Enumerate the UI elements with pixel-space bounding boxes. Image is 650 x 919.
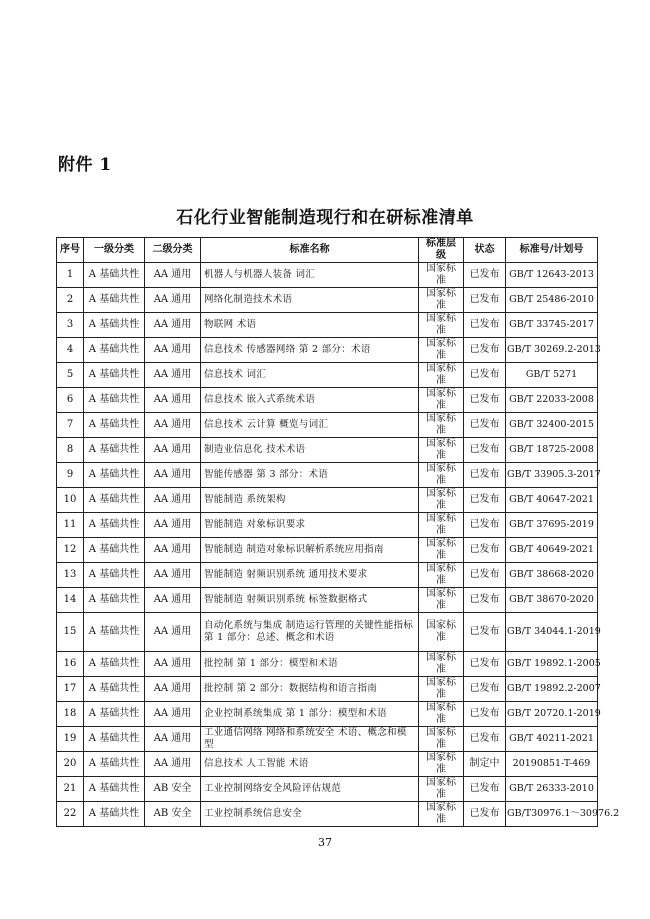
cell-secondary-category: AA 通用	[145, 388, 201, 413]
cell-standard-number: GB/T 38670-2020	[506, 588, 598, 613]
cell-index: 19	[57, 727, 84, 752]
cell-standard-level: 国家标准	[419, 652, 464, 677]
cell-primary-category: A 基础共性	[84, 613, 145, 652]
cell-standard-number: GB/T 40211-2021	[506, 727, 598, 752]
cell-secondary-category: AA 通用	[145, 438, 201, 463]
cell-standard-number: GB/T 40649-2021	[506, 538, 598, 563]
cell-secondary-category: AA 通用	[145, 613, 201, 652]
table-row	[57, 463, 598, 488]
cell-index: 15	[57, 613, 84, 652]
cell-status: 已发布	[464, 263, 506, 288]
table-row	[57, 563, 598, 588]
table-row	[57, 513, 598, 538]
cell-standard-level: 国家标准	[419, 338, 464, 363]
cell-status: 已发布	[464, 313, 506, 338]
cell-standard-level: 国家标准	[419, 363, 464, 388]
header-primary-category: 一级分类	[84, 238, 145, 263]
cell-standard-level: 国家标准	[419, 263, 464, 288]
cell-standard-name: 企业控制系统集成 第 1 部分：模型和术语	[201, 702, 419, 727]
cell-primary-category: A 基础共性	[84, 702, 145, 727]
cell-index: 13	[57, 563, 84, 588]
cell-standard-name: 信息技术 云计算 概览与词汇	[201, 413, 419, 438]
cell-standard-level: 国家标准	[419, 613, 464, 652]
cell-status: 已发布	[464, 588, 506, 613]
cell-standard-number: GB/T 19892.2-2007	[506, 677, 598, 702]
table-row	[57, 338, 598, 363]
cell-secondary-category: AA 通用	[145, 513, 201, 538]
table-body	[57, 263, 620, 827]
cell-standard-number: GB/T 32400-2015	[506, 413, 598, 438]
cell-standard-number: GB/T 22033-2008	[506, 388, 598, 413]
cell-standard-number: GB/T 30269.2-2013	[506, 338, 598, 363]
table-row	[57, 588, 598, 613]
cell-secondary-category: AA 通用	[145, 752, 201, 777]
cell-standard-number: GB/T 18725-2008	[506, 438, 598, 463]
cell-status: 已发布	[464, 513, 506, 538]
cell-standard-level: 国家标准	[419, 752, 464, 777]
cell-standard-level: 国家标准	[419, 513, 464, 538]
cell-status: 已发布	[464, 802, 506, 827]
cell-standard-number: GB/T 34044.1-2019	[506, 613, 598, 652]
cell-status: 已发布	[464, 363, 506, 388]
cell-status: 已发布	[464, 727, 506, 752]
cell-status: 已发布	[464, 777, 506, 802]
cell-standard-level: 国家标准	[419, 563, 464, 588]
cell-index: 20	[57, 752, 84, 777]
cell-standard-name: 智能制造 对象标识要求	[201, 513, 419, 538]
cell-status: 制定中	[464, 752, 506, 777]
table-row	[57, 313, 598, 338]
cell-secondary-category: AA 通用	[145, 413, 201, 438]
cell-primary-category: A 基础共性	[84, 538, 145, 563]
cell-standard-name: 智能制造 射频识别系统 标签数据格式	[201, 588, 419, 613]
cell-primary-category: A 基础共性	[84, 263, 145, 288]
cell-standard-level: 国家标准	[419, 438, 464, 463]
cell-status: 已发布	[464, 413, 506, 438]
cell-index: 10	[57, 488, 84, 513]
table-row	[57, 413, 598, 438]
header-status: 状态	[464, 238, 506, 263]
table-header-row	[57, 238, 598, 263]
cell-standard-level: 国家标准	[419, 727, 464, 752]
cell-standard-name: 智能制造 系统架构	[201, 488, 419, 513]
cell-standard-level: 国家标准	[419, 288, 464, 313]
cell-standard-level: 国家标准	[419, 538, 464, 563]
cell-standard-number: 20190851-T-469	[506, 752, 598, 777]
cell-secondary-category: AA 通用	[145, 588, 201, 613]
cell-standard-name: 智能制造 射频识别系统 通用技术要求	[201, 563, 419, 588]
cell-index: 1	[57, 263, 84, 288]
cell-secondary-category: AB 安全	[145, 802, 201, 827]
cell-secondary-category: AA 通用	[145, 652, 201, 677]
cell-standard-number: GB/T 20720.1-2019	[506, 702, 598, 727]
header-secondary-category: 二级分类	[145, 238, 201, 263]
cell-standard-level: 国家标准	[419, 702, 464, 727]
table-row	[57, 752, 598, 777]
cell-status: 已发布	[464, 613, 506, 652]
cell-standard-level: 国家标准	[419, 313, 464, 338]
cell-status: 已发布	[464, 563, 506, 588]
cell-primary-category: A 基础共性	[84, 313, 145, 338]
header-standard-level: 标准层级	[419, 238, 464, 263]
cell-primary-category: A 基础共性	[84, 388, 145, 413]
cell-primary-category: A 基础共性	[84, 438, 145, 463]
cell-secondary-category: AA 通用	[145, 702, 201, 727]
cell-standard-number: GB/T30976.1～30976.2	[506, 802, 598, 827]
cell-standard-name: 机器人与机器人装备 词汇	[201, 263, 419, 288]
cell-standard-level: 国家标准	[419, 802, 464, 827]
cell-secondary-category: AA 通用	[145, 538, 201, 563]
cell-index: 14	[57, 588, 84, 613]
cell-standard-name: 物联网 术语	[201, 313, 419, 338]
cell-secondary-category: AA 通用	[145, 363, 201, 388]
cell-index: 22	[57, 802, 84, 827]
cell-secondary-category: AA 通用	[145, 677, 201, 702]
cell-standard-name: 信息技术 传感器网络 第 2 部分：术语	[201, 338, 419, 363]
cell-primary-category: A 基础共性	[84, 752, 145, 777]
cell-index: 16	[57, 652, 84, 677]
cell-standard-number: GB/T 5271	[506, 363, 598, 388]
cell-standard-name: 批控制 第 1 部分：模型和术语	[201, 652, 419, 677]
cell-standard-name: 信息技术 嵌入式系统术语	[201, 388, 419, 413]
cell-standard-name: 信息技术 词汇	[201, 363, 419, 388]
cell-standard-number: GB/T 38668-2020	[506, 563, 598, 588]
cell-index: 3	[57, 313, 84, 338]
cell-standard-name: 工业通信网络 网络和系统安全 术语、概念和模型	[201, 727, 419, 752]
cell-standard-number: GB/T 25486-2010	[506, 288, 598, 313]
cell-status: 已发布	[464, 652, 506, 677]
cell-secondary-category: AA 通用	[145, 263, 201, 288]
cell-standard-level: 国家标准	[419, 677, 464, 702]
cell-secondary-category: AA 通用	[145, 563, 201, 588]
cell-status: 已发布	[464, 288, 506, 313]
cell-status: 已发布	[464, 463, 506, 488]
cell-secondary-category: AB 安全	[145, 777, 201, 802]
cell-standard-name: 制造业信息化 技术术语	[201, 438, 419, 463]
cell-primary-category: A 基础共性	[84, 563, 145, 588]
cell-standard-name: 智能制造 制造对象标识解析系统应用指南	[201, 538, 419, 563]
cell-secondary-category: AA 通用	[145, 313, 201, 338]
cell-standard-number: GB/T 26333-2010	[506, 777, 598, 802]
header-standard-name: 标准名称	[201, 238, 419, 263]
cell-standard-name: 信息技术 人工智能 术语	[201, 752, 419, 777]
cell-index: 6	[57, 388, 84, 413]
cell-index: 7	[57, 413, 84, 438]
table-row	[57, 288, 598, 313]
cell-status: 已发布	[464, 388, 506, 413]
page-number: 37	[318, 836, 332, 849]
cell-primary-category: A 基础共性	[84, 288, 145, 313]
cell-status: 已发布	[464, 338, 506, 363]
cell-secondary-category: AA 通用	[145, 288, 201, 313]
cell-primary-category: A 基础共性	[84, 727, 145, 752]
cell-standard-name: 工业控制网络安全风险评估规范	[201, 777, 419, 802]
cell-primary-category: A 基础共性	[84, 488, 145, 513]
table-row	[57, 802, 598, 827]
table-row	[57, 727, 598, 752]
cell-status: 已发布	[464, 702, 506, 727]
cell-standard-number: GB/T 12643-2013	[506, 263, 598, 288]
cell-primary-category: A 基础共性	[84, 413, 145, 438]
cell-index: 12	[57, 538, 84, 563]
cell-primary-category: A 基础共性	[84, 338, 145, 363]
cell-index: 5	[57, 363, 84, 388]
cell-standard-name: 工业控制系统信息安全	[201, 802, 419, 827]
header-standard-number: 标准号/计划号	[506, 238, 598, 263]
cell-index: 4	[57, 338, 84, 363]
cell-status: 已发布	[464, 538, 506, 563]
cell-standard-level: 国家标准	[419, 488, 464, 513]
cell-status: 已发布	[464, 677, 506, 702]
cell-standard-number: GB/T 33905.3-2017	[506, 463, 598, 488]
cell-primary-category: A 基础共性	[84, 777, 145, 802]
cell-primary-category: A 基础共性	[84, 513, 145, 538]
cell-standard-number: GB/T 37695-2019	[506, 513, 598, 538]
cell-standard-name: 智能传感器 第 3 部分：术语	[201, 463, 419, 488]
cell-primary-category: A 基础共性	[84, 652, 145, 677]
header-index: 序号	[57, 238, 84, 263]
cell-status: 已发布	[464, 488, 506, 513]
cell-standard-level: 国家标准	[419, 463, 464, 488]
cell-index: 2	[57, 288, 84, 313]
cell-index: 9	[57, 463, 84, 488]
cell-primary-category: A 基础共性	[84, 463, 145, 488]
document-title: 石化行业智能制造现行和在研标准清单	[176, 208, 474, 228]
cell-primary-category: A 基础共性	[84, 363, 145, 388]
cell-standard-level: 国家标准	[419, 588, 464, 613]
cell-standard-name: 批控制 第 2 部分：数据结构和语言指南	[201, 677, 419, 702]
table-row	[57, 438, 598, 463]
standards-table	[56, 237, 620, 827]
table-row	[57, 777, 598, 802]
attachment-label: 附件 1	[58, 155, 112, 175]
cell-standard-number: GB/T 19892.1-2005	[506, 652, 598, 677]
cell-primary-category: A 基础共性	[84, 588, 145, 613]
cell-index: 18	[57, 702, 84, 727]
cell-standard-name: 自动化系统与集成 制造运行管理的关键性能指标 第 1 部分：总述、概念和术语	[201, 613, 419, 652]
cell-secondary-category: AA 通用	[145, 463, 201, 488]
table-row	[57, 652, 598, 677]
table-row	[57, 538, 598, 563]
cell-status: 已发布	[464, 438, 506, 463]
cell-index: 21	[57, 777, 84, 802]
cell-standard-level: 国家标准	[419, 777, 464, 802]
cell-index: 11	[57, 513, 84, 538]
cell-secondary-category: AA 通用	[145, 727, 201, 752]
table-row	[57, 702, 598, 727]
table-row	[57, 677, 598, 702]
cell-secondary-category: AA 通用	[145, 338, 201, 363]
cell-index: 8	[57, 438, 84, 463]
table-row	[57, 613, 598, 652]
cell-secondary-category: AA 通用	[145, 488, 201, 513]
cell-index: 17	[57, 677, 84, 702]
cell-standard-number: GB/T 33745-2017	[506, 313, 598, 338]
cell-primary-category: A 基础共性	[84, 677, 145, 702]
cell-standard-level: 国家标准	[419, 388, 464, 413]
table-row	[57, 363, 598, 388]
cell-standard-name: 网络化制造技术术语	[201, 288, 419, 313]
table-row	[57, 263, 598, 288]
table-row	[57, 488, 598, 513]
cell-primary-category: A 基础共性	[84, 802, 145, 827]
cell-standard-level: 国家标准	[419, 413, 464, 438]
table-row	[57, 388, 598, 413]
cell-standard-number: GB/T 40647-2021	[506, 488, 598, 513]
